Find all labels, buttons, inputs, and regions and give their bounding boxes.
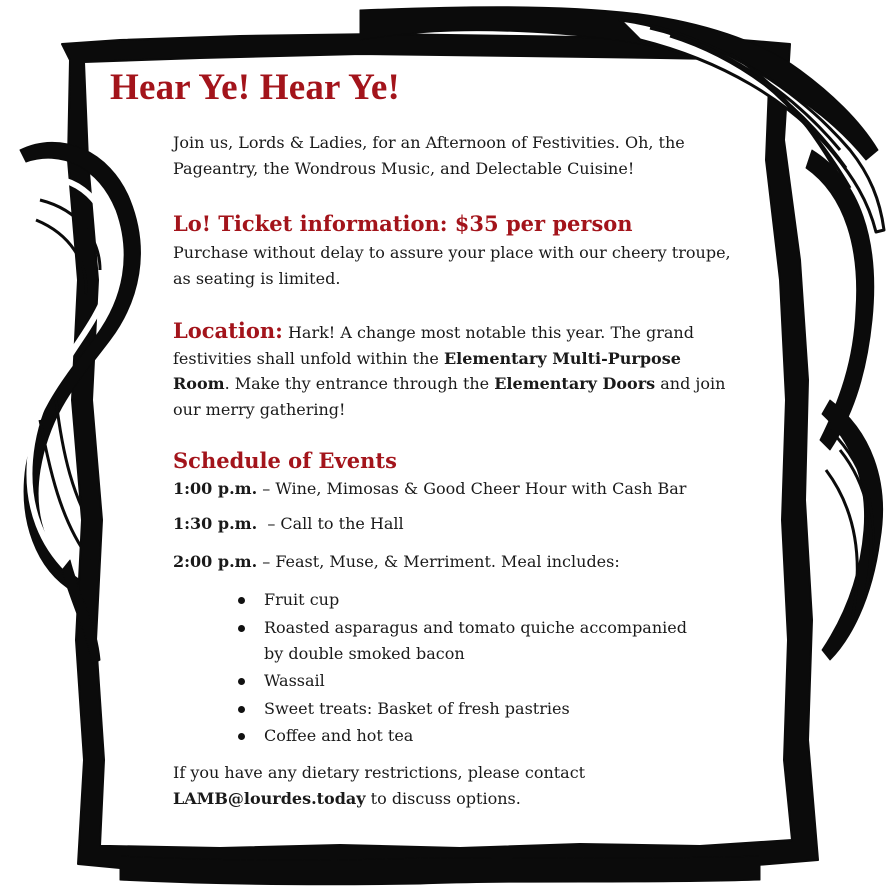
meal-item [238, 696, 708, 722]
contact-email[interactable]: LAMB@lourdes.today [173, 788, 366, 808]
dietary-paragraph [173, 760, 743, 811]
event-desc: – Feast, Muse, & Merriment. Meal includes: [257, 552, 620, 571]
schedule-event [173, 479, 686, 498]
flyer-title: Hear Ye! Hear Ye! [110, 67, 401, 108]
ticket-heading: Lo! Ticket information: $35 per person [173, 211, 633, 236]
meal-item-text: Wassail [264, 671, 325, 690]
location-doors: Elementary Doors [494, 374, 656, 393]
event-time: 2:00 p.m. [173, 552, 258, 571]
location-text-3: and join our merry gathering! [173, 374, 726, 419]
location-paragraph [173, 318, 733, 422]
dietary-text-2: to discuss options. [365, 788, 521, 808]
location-text-1: Hark! A change most notable this year. The grand festivities shall unfold within the [173, 323, 694, 368]
dietary-text-1: If you have any dietary restrictions, please contact [173, 763, 586, 782]
intro-text: Join us, Lords & Ladies, for an Afternoon of Festivities. Oh, the Pageantry, the Wondrous Music, and Delectable Cuisine! [173, 133, 685, 178]
schedule-event [173, 552, 620, 571]
ticket-body: Purchase without delay to assure your place with our cheery troupe, as seating is limited. [173, 243, 731, 288]
location-room: Elementary Multi-Purpose Room [173, 348, 681, 393]
event-desc: – Wine, Mimosas & Good Cheer Hour with Cash Bar [257, 479, 687, 498]
bullet-icon [238, 678, 245, 685]
meal-item-text: Sweet treats: Basket of fresh pastries [264, 698, 570, 718]
bullet-icon [238, 733, 245, 740]
meal-item [238, 615, 708, 667]
meal-item [238, 587, 708, 613]
location-heading: Location: [173, 318, 283, 343]
bullet-icon [238, 625, 245, 632]
meal-list [238, 587, 708, 751]
meal-item [238, 668, 708, 694]
schedule-heading: Schedule of Events [173, 448, 397, 473]
meal-item [238, 723, 708, 749]
bullet-icon [238, 706, 245, 713]
event-desc: – Call to the Hall [257, 514, 404, 533]
meal-item-text: Fruit cup [264, 590, 340, 609]
meal-item-text: Coffee and hot tea [264, 726, 414, 745]
event-time: 1:00 p.m. [173, 479, 258, 498]
bullet-icon [238, 597, 245, 604]
location-text-2: . Make thy entrance through the [224, 374, 495, 393]
event-time: 1:30 p.m. [173, 514, 258, 533]
meal-item-text: Roasted asparagus and tomato quiche accompanied by double smoked bacon [264, 617, 687, 663]
schedule-event [173, 514, 404, 533]
